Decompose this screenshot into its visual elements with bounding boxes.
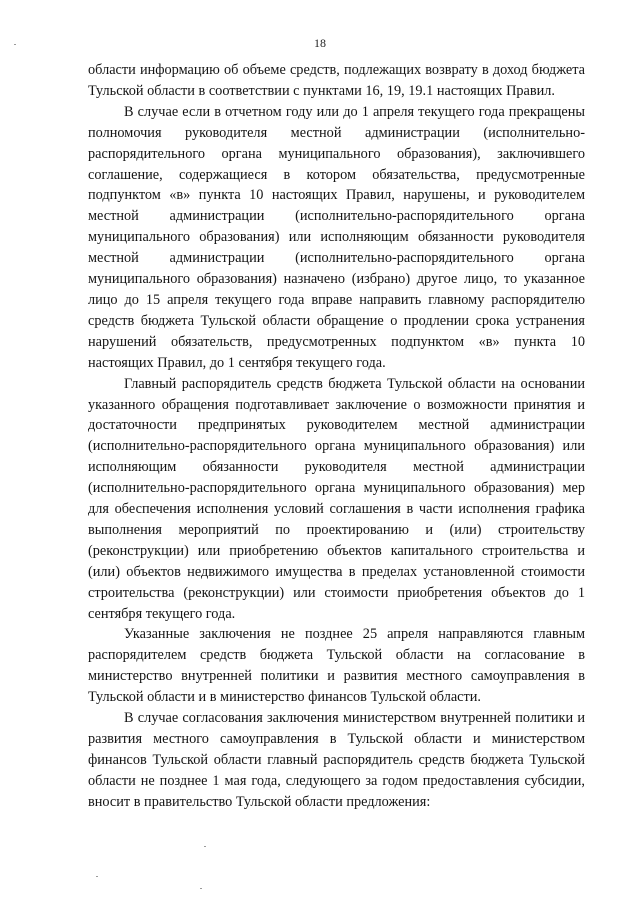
paragraph-main-distributor-conclusion: Главный распорядитель средств бюджета Тульской области на основании указанного обращения подготавливает заключение о возможности принятия и достаточности предпринятых руководителем местной администрации (исполнительно-распорядительного органа муниципального образования) или исполняющим обязанности руководителя местной администрации (исполнительно-распорядительного органа муниципального образования) мер для обеспечения исполнения условий соглашения в части исполнения графика выполнения мероприятий по проектированию и (или) строительству (реконструкции) или приобретению объектов капитального строительства и (или) объектов недвижимого имущества в пределах установленной стоимости строительства (реконструкции) или стоимости приобретения объектов до 1 сентября текущего года. — [88, 375, 585, 622]
scan-speck — [14, 44, 16, 45]
scan-speck — [200, 888, 202, 889]
document-body — [88, 60, 585, 813]
paragraph-conclusions-sent: Указанные заключения не позднее 25 апреля направляются главным распорядителем средств бюджета Тульской области на согласование в министерство внутренней политики и развития местного самоуправления в Тульской области и в министерство финансов Тульской области. — [88, 626, 585, 706]
paragraph-case-approval: В случае согласования заключения министерством внутренней политики и развития местного самоуправления в Тульской области и министерством финансов Тульской области главный распорядитель средств бюджета Тульской области не позднее 1 мая года, следующего за годом предоставления субсидии, вносит в правительство Тульской области предложения: — [88, 710, 585, 810]
scan-speck — [96, 876, 98, 877]
paragraph-continuation: области информацию об объеме средств, подлежащих возврату в доход бюджета Тульской области в соответствии с пунктами 16, 19, 19.1 настоящих Правил. — [88, 62, 585, 99]
paragraph-case-change-of-head: В случае если в отчетном году или до 1 апреля текущего года прекращены полномочия руководителя местной администрации (исполнительно-распорядительного органа муниципального образования), заключившего соглашение, содержащиеся в котором обязательства, предусмотренные подпунктом «в» пункта 10 настоящих Правил, нарушены, и руководителем местной администрации (исполнительно-распорядительного органа муниципального образования) или исполняющим обязанности руководителя местной администрации (исполнительно-распорядительного органа муниципального образования) назначено (избрано) другое лицо, то указанное лицо до 15 апреля текущего года вправе направить главному распорядителю средств бюджета Тульской области обращение о продлении срока устранения нарушений обязательств, предусмотренных подпунктом «в» пункта 10 настоящих Правил, до 1 сентября текущего года. — [88, 103, 585, 371]
scan-speck — [204, 846, 206, 847]
page-number: 18 — [314, 36, 326, 50]
